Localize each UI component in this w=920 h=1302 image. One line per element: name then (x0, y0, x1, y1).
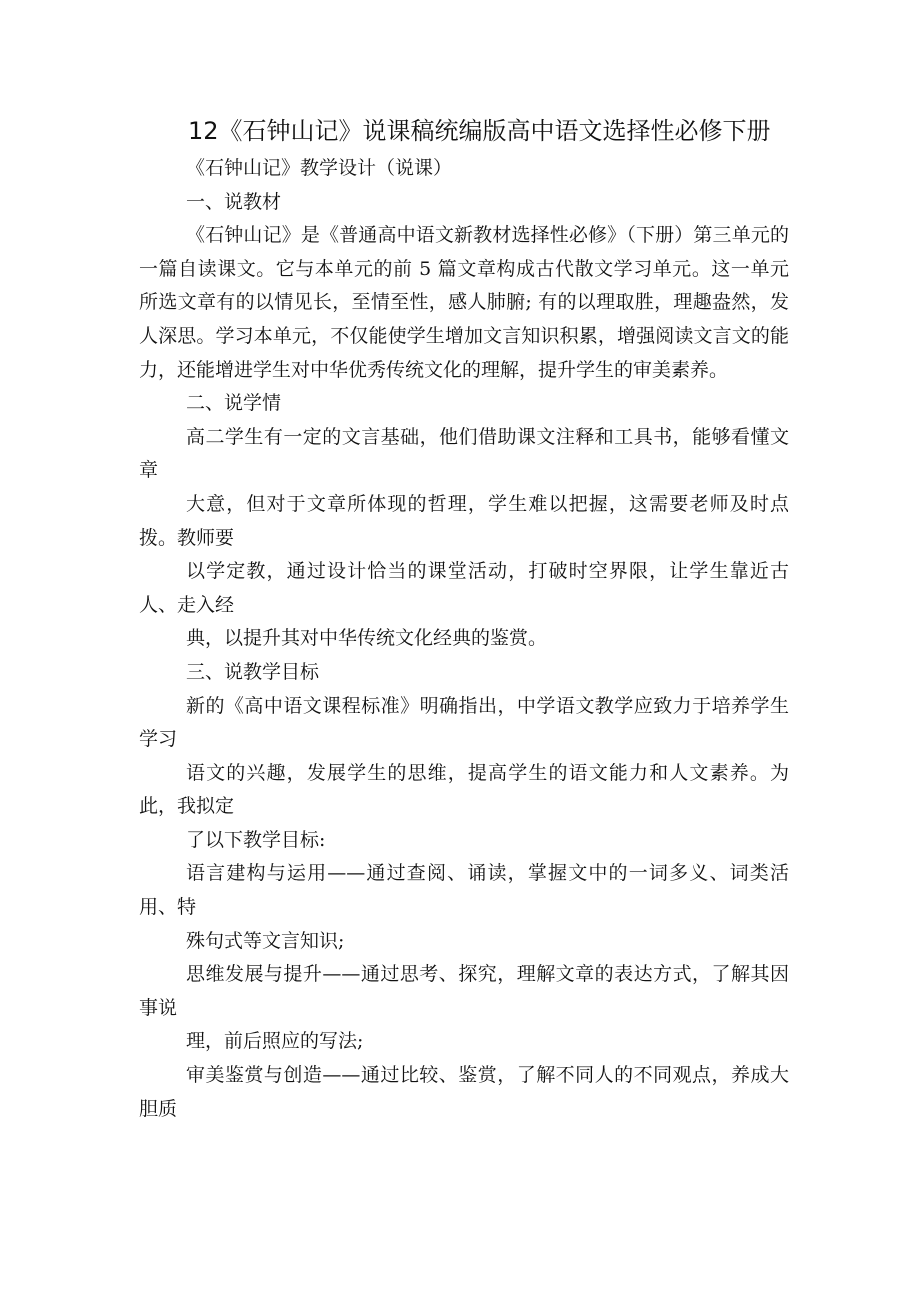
body-paragraph: 大意，但对于文章所体现的哲理，学生难以把握，这需要老师及时点拨。教师要 (139, 492, 789, 549)
section-heading-students: 二、说学情 (186, 392, 282, 415)
body-paragraph: 殊句式等文言知识; (186, 929, 345, 952)
body-paragraph: 语言建构与运用——通过查阅、诵读，掌握文中的一词多义、词类活用、特 (139, 862, 789, 919)
section-heading-textbook: 一、说教材 (186, 190, 282, 213)
body-paragraph: 语文的兴趣，发展学生的思维，提高学生的语文能力和人文素养。为此，我拟定 (139, 761, 789, 818)
section-heading-objectives: 三、说教学目标 (186, 660, 320, 683)
body-paragraph: 审美鉴赏与创造——通过比较、鉴赏，了解不同人的不同观点，养成大胆质 (139, 1064, 789, 1120)
body-paragraph: 了以下教学目标: (186, 828, 326, 851)
body-paragraph: 思维发展与提升——通过思考、探究，理解文章的表达方式，了解其因事说 (139, 963, 789, 1019)
subtitle-paragraph: 《石钟山记》教学设计（说课） (186, 157, 453, 179)
body-paragraph: 理，前后照应的写法; (186, 1030, 364, 1053)
body-paragraph: 典，以提升其对中华传统文化经典的鉴赏。 (186, 627, 548, 650)
document-body (139, 152, 789, 1126)
body-paragraph: 高二学生有一定的文言基础，他们借助课文注释和工具书，能够看懂文章 (139, 425, 789, 482)
body-paragraph: 《石钟山记》是《普通高中语文新教材选择性必修》（下册）第三单元的一篇自读课文。它与本单元的前 5 篇文章构成古代散文学习单元。这一单元所选文章有的以情见长，至情至性，感人肺腑; 有的以理取胜，理趣盎然，发人深思。学习本单元，不仅能使学生增加文言知识积累，增强阅读文言文的能力，还能增进学生对中华优秀传统文化的理解，提升学生的审美素养。 (139, 224, 789, 381)
body-paragraph: 以学定教，通过设计恰当的课堂活动，打破时空界限，让学生靠近古人、走入经 (139, 560, 789, 616)
document-title: 12《石钟山记》说课稿统编版高中语文选择性必修下册 (188, 117, 771, 145)
body-paragraph: 新的《高中语文课程标准》明确指出，中学语文教学应致力于培养学生学习 (139, 694, 789, 751)
